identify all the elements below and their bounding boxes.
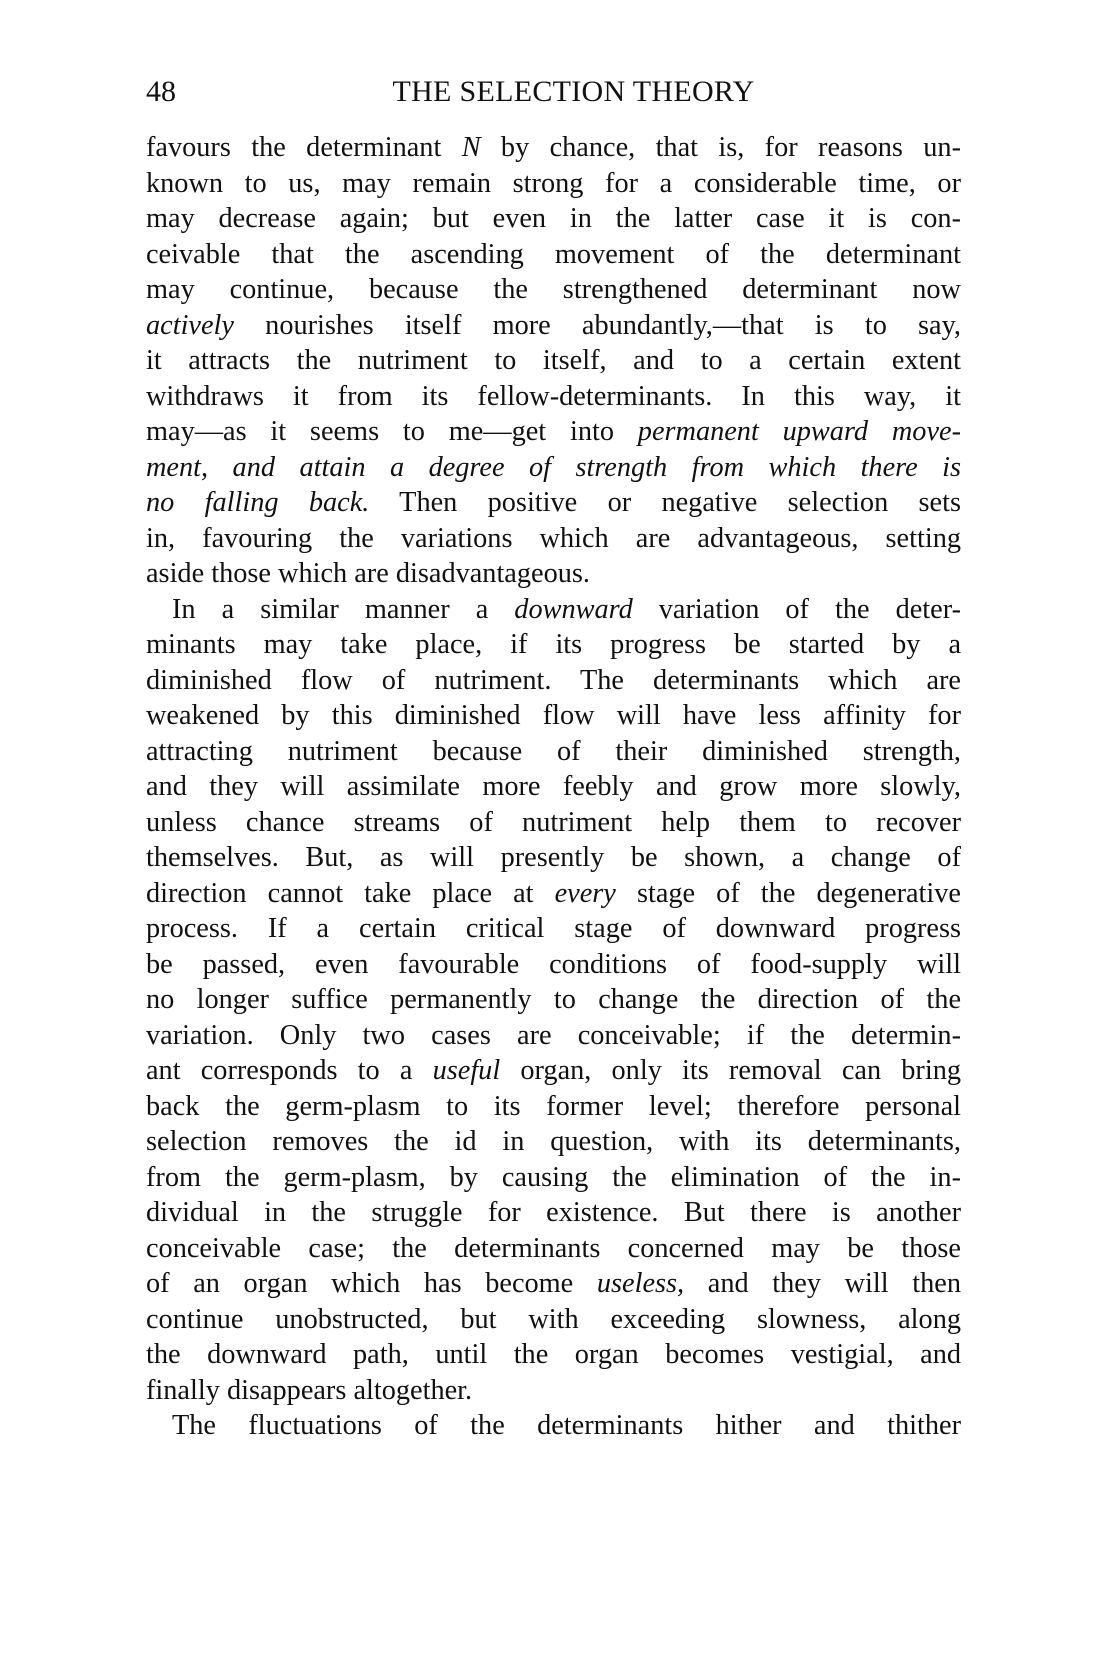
- text-segment: by chance, that is, for reasons un-: [480, 132, 961, 163]
- italic-text: ment, and attain a degree of strength from which there is: [146, 451, 961, 483]
- italic-text: permanent upward move-: [637, 416, 961, 447]
- text-line: [146, 130, 961, 166]
- text-segment: conceivable case; the determinants concerned may be those: [146, 1232, 961, 1264]
- text-segment: may—as it seems to me—get into: [146, 416, 638, 447]
- text-line: [146, 627, 961, 663]
- text-line: [146, 379, 961, 415]
- text-segment: favours the determinant: [146, 132, 462, 163]
- text-segment: and they will assimilate more feebly and grow more slowly,: [146, 771, 961, 802]
- text-line: [146, 1018, 961, 1054]
- text-segment: In a similar manner a: [172, 593, 515, 625]
- text-line: [146, 1337, 961, 1373]
- text-line: [146, 876, 961, 912]
- text-line: [146, 414, 961, 450]
- text-line: [146, 1124, 961, 1160]
- text-segment: back the germ-plasm to its former level; therefore personal: [146, 1090, 961, 1122]
- text-segment: nourishes itself more abundantly,—that is to say,: [233, 309, 961, 341]
- text-segment: continue unobstructed, but with exceeding slowness, along: [146, 1303, 961, 1335]
- text-segment: dividual in the struggle for existence. But there is another: [146, 1197, 961, 1228]
- text-line: [146, 663, 961, 699]
- page-header: [146, 72, 961, 116]
- text-line: [146, 272, 961, 308]
- text-segment: be passed, even favourable conditions of food-supply will: [146, 948, 961, 980]
- text-segment: and they will then: [684, 1268, 961, 1299]
- text-segment: ant corresponds to a: [146, 1055, 433, 1086]
- text-segment: may decrease again; but even in the latter case it is con-: [146, 203, 961, 234]
- text-segment: ceivable that the ascending movement of the determinant: [146, 238, 961, 270]
- text-segment: weakened by this diminished flow will have less affinity for: [146, 700, 961, 731]
- italic-text: useful: [432, 1055, 501, 1086]
- text-segment: may continue, because the strengthened determinant now: [146, 274, 961, 305]
- text-line: [146, 592, 961, 628]
- text-line: [146, 1160, 961, 1196]
- text-segment: unless chance streams of nutriment help them to recover: [146, 806, 961, 838]
- text-segment: variation of the deter-: [632, 593, 961, 625]
- text-line: [146, 1408, 961, 1444]
- italic-text: useless,: [596, 1268, 685, 1299]
- text-segment: from the germ-plasm, by causing the elimination of the in-: [146, 1161, 961, 1193]
- text-segment: minants may take place, if its progress be started by a: [146, 629, 961, 660]
- text-segment: variation. Only two cases are conceivable; if the determin-: [146, 1019, 961, 1051]
- italic-text: downward: [514, 593, 633, 625]
- text-line: [146, 698, 961, 734]
- text-line: [146, 769, 961, 805]
- text-line: [146, 343, 961, 379]
- text-segment: no longer suffice permanently to change the direction of the: [146, 984, 961, 1015]
- text-line: [146, 450, 961, 486]
- text-segment: direction cannot take place at: [146, 877, 555, 909]
- text-segment: selection removes the id in question, with its determinants,: [146, 1126, 961, 1157]
- body-text: [146, 130, 961, 1444]
- text-segment: the downward path, until the organ becomes vestigial, and: [146, 1339, 961, 1370]
- text-segment: known to us, may remain strong for a considerable time, or: [146, 167, 961, 199]
- text-line: [146, 556, 961, 592]
- running-head: THE SELECTION THEORY: [392, 75, 755, 108]
- italic-text: N: [461, 132, 481, 163]
- text-line: [146, 1231, 961, 1267]
- text-line: [146, 1266, 961, 1302]
- text-line: [146, 734, 961, 770]
- text-segment: themselves. But, as will presently be shown, a change of: [146, 842, 961, 873]
- text-segment: of an organ which has become: [146, 1268, 597, 1299]
- text-line: [146, 1195, 961, 1231]
- text-segment: attracting nutriment because of their diminished strength,: [146, 735, 961, 767]
- text-segment: aside those which are disadvantageous.: [146, 558, 590, 589]
- text-segment: withdraws it from its fellow-determinants. In this way, it: [146, 380, 961, 412]
- text-line: [146, 840, 961, 876]
- text-line: [146, 166, 961, 202]
- text-line: [146, 911, 961, 947]
- text-segment: diminished flow of nutriment. The determinants which are: [146, 664, 961, 696]
- italic-text: every: [554, 877, 616, 909]
- text-line: [146, 237, 961, 273]
- text-line: [146, 982, 961, 1018]
- text-line: [146, 1053, 961, 1089]
- italic-text: no falling back.: [146, 487, 370, 518]
- text-line: [146, 1302, 961, 1338]
- text-segment: Then positive or negative selection sets: [369, 487, 961, 518]
- text-segment: The fluctuations of the determinants hither and thither: [172, 1410, 961, 1441]
- italic-text: actively: [146, 309, 234, 341]
- text-line: [146, 201, 961, 237]
- text-line: [146, 1373, 961, 1409]
- text-segment: process. If a certain critical stage of downward progress: [146, 913, 961, 944]
- text-line: [146, 805, 961, 841]
- text-line: [146, 1089, 961, 1125]
- text-segment: stage of the degenerative: [615, 877, 961, 909]
- text-segment: finally disappears altogether.: [146, 1374, 473, 1406]
- text-segment: it attracts the nutriment to itself, and to a certain extent: [146, 345, 961, 376]
- text-segment: in, favouring the variations which are advantageous, setting: [146, 522, 961, 554]
- text-segment: organ, only its removal can bring: [500, 1055, 961, 1086]
- text-line: [146, 521, 961, 557]
- page-number: 48: [146, 75, 176, 108]
- text-line: [146, 947, 961, 983]
- text-line: [146, 485, 961, 521]
- text-line: [146, 308, 961, 344]
